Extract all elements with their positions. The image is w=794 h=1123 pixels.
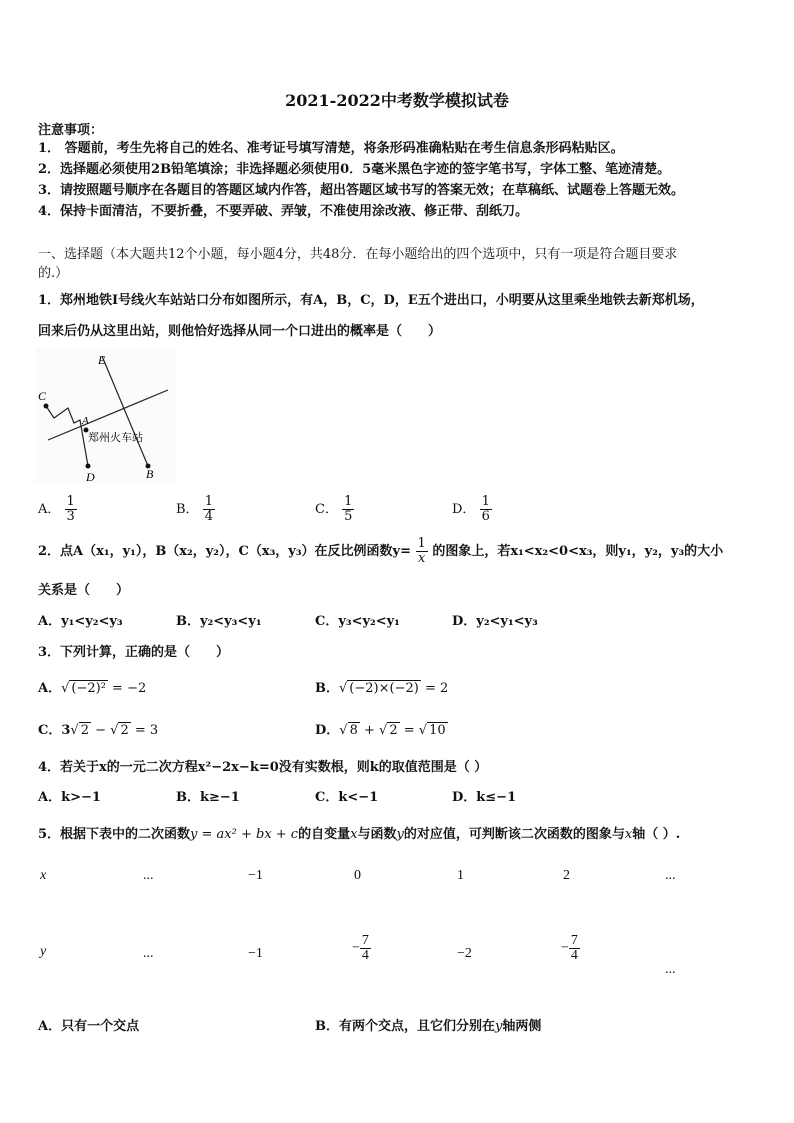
q1-stem-line2: 回来后仍从这里出站，则他恰好选择从同一个口进出的概率是（ ）	[38, 324, 442, 339]
q5-stem: 5．根据下表中的二次函数y = ax² + bx + c的自变量x与函数y的对应值，可判断该二次函数的图象与x轴（ ）.	[38, 827, 681, 842]
q5-table-x-label: x	[40, 868, 47, 883]
q5-table-y-cell: ...	[665, 962, 676, 977]
q2-stem-line2: 关系是（ ）	[38, 583, 130, 598]
q1-label-b: B	[146, 467, 154, 481]
q2-option-d: D．y₂<y₁<y₃	[452, 614, 538, 629]
q1-label-c: C	[38, 389, 47, 403]
q1-station-label: 郑州火车站	[88, 431, 143, 444]
q4-option-d: D．k≤−1	[452, 790, 517, 805]
q1-label-a: A	[82, 415, 89, 427]
q5-table-x-cell: 0	[354, 868, 361, 883]
q1-stem-line1: 1．郑州地铁Ⅰ号线火车站站口分布如图所示，有A，B，C，D，E五个进出口，小明要从这里乘坐地铁去新郑机场，	[38, 293, 704, 308]
q5-option-a: A．只有一个交点	[38, 1019, 140, 1034]
q5-table-y-cell: ...	[143, 946, 154, 961]
q5-table-y-cell: − $\frac{7}{4}$	[561, 933, 578, 963]
q3-option-d: D．√ 8 + √ 2 = √ 10	[315, 723, 446, 738]
q4-option-c: C．k<−1	[315, 790, 379, 805]
q2-option-b: B．y₂<y₃<y₁	[176, 614, 262, 629]
page-title: 2021-2022中考数学模拟试卷	[285, 91, 509, 110]
q1-label-d: D	[86, 470, 95, 484]
q5-table-x-cell: 1	[457, 868, 464, 883]
q1-option-d: D． $\frac{1}{6}$	[452, 494, 490, 524]
q5-table-y-cell: −2	[457, 946, 472, 961]
q1-option-a: A． $\frac{1}{3}$	[38, 494, 75, 524]
note-item-1: 1． 答题前，考生先将自己的姓名、准考证号填写清楚，将条形码准确粘贴在考生信息条形码粘贴区。	[38, 141, 624, 156]
q5-table-x-cell: ...	[665, 868, 676, 883]
q1-option-c: C． $\frac{1}{5}$	[315, 494, 353, 524]
q5-table-y-label: y	[40, 944, 47, 959]
q4-option-a: A．k>−1	[38, 790, 101, 805]
q4-stem: 4．若关于x的一元二次方程x²−2x−k=0没有实数根，则k的取值范围是（ ）	[38, 760, 488, 775]
q3-stem: 3．下列计算，正确的是（ ）	[38, 645, 230, 660]
q3-option-a: A．√ (−2)² = −2	[38, 681, 147, 696]
q5-table-y-cell: −1	[248, 946, 263, 961]
q1-label-e: E	[98, 353, 106, 367]
notes-heading: 注意事项：	[38, 123, 104, 138]
q3-option-b: B．√ (−2)×(−2) = 2	[315, 681, 449, 696]
section-heading-line2: 的.）	[38, 266, 69, 281]
note-item-3: 3．请按照题号顺序在各题目的答题区域内作答，超出答题区域书写的答案无效；在草稿纸、试题卷上答题无效。	[38, 183, 685, 198]
q2-stem-line1: 2．点A（x₁，y₁），B（x₂，y₂），C（x₃，y₃）在反比例函数y= $\frac{1}{x}$ 的图象上，若x₁<x₂<0<x₃，则y₁，y₂，y₃的大小	[38, 536, 724, 566]
q5-table-y-cell: − $\frac{7}{4}$	[352, 933, 369, 963]
note-item-4: 4．保持卡面清洁，不要折叠，不要弄破、弄皱，不准使用涂改液、修正带、刮纸刀。	[38, 204, 529, 219]
q1-option-b: B． $\frac{1}{4}$	[176, 494, 213, 524]
q5-table-x-cell: −1	[248, 868, 263, 883]
q5-option-b: B．有两个交点，且它们分别在y轴两侧	[315, 1019, 542, 1034]
section-heading-line1: 一、选择题（本大题共12个小题，每小题4分，共48分．在每小题给出的四个选项中，只有一项是符合题目要求	[38, 247, 678, 262]
q5-table-x-cell: ...	[143, 868, 154, 883]
q3-option-c: C．3√ 2 − √ 2 = 3	[38, 723, 159, 738]
note-item-2: 2．选择题必须使用2B铅笔填涂；非选择题必须使用0．5毫米黑色字迹的签字笔书写，字体工整、笔迹清楚。	[38, 162, 671, 177]
q5-table-x-cell: 2	[563, 868, 570, 883]
q2-option-a: A．y₁<y₂<y₃	[38, 614, 123, 629]
q2-option-c: C．y₃<y₂<y₁	[315, 614, 400, 629]
q1-station-figure	[36, 348, 176, 488]
q4-option-b: B．k≥−1	[176, 790, 240, 805]
